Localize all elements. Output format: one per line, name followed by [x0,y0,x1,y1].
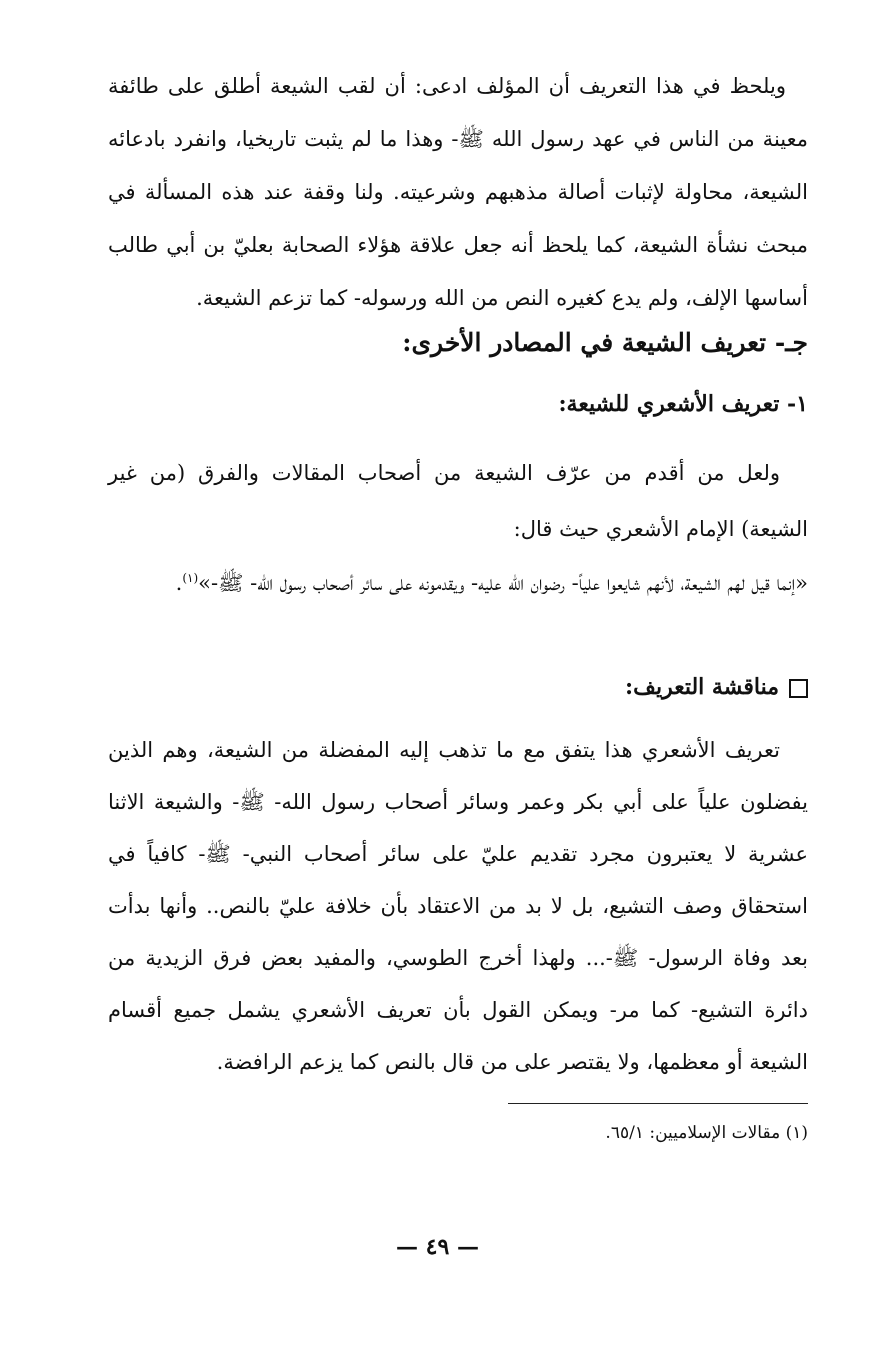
discussion-heading-label: مناقشة التعريف: [625,674,779,700]
footnote-divider [508,1103,808,1104]
paragraph-intro: ويلحظ في هذا التعريف أن المؤلف ادعى: أن لقب الشيعة أطلق على طائفة معينة من الناس في عهد رسول الله ﷺ- وهذا ما لم يثبت تاريخيا، وانفرد بادعائه الشيعة، محاولة لإثبات أصالة مذهبهم وشرعيته. ولنا وقفة عند هذه المسألة في مبحث نشأة الشيعة، كما يلحظ أنه جعل علاقة هؤلاء الصحابة بعليّ بن أبي طالب أساسها الإلف، ولم يدع كغيره النص من الله ورسوله- كما تزعم الشيعة. [108,74,808,310]
paragraph-discussion: تعريف الأشعري هذا يتفق مع ما تذهب إليه المفضلة من الشيعة، وهم الذين يفضلون علياً على أبي بكر وعمر وسائر أصحاب رسول الله- ﷺ- والشيعة الاثنا عشرية لا يعتبرون مجرد تقديم عليّ على سائر أصحاب النبي- ﷺ- كافياً في استحقاق وصف التشيع، بل لا بد من الاعتقاد بأن خلافة عليّ بالنص.. وأنها بدأت بعد وفاة الرسول- ﷺ-... ولهذا أخرج الطوسي، والمفيد بعض فرق الزيدية من دائرة التشيع- كما مر- ويمكن القول بأن تعريف الأشعري يشمل جميع أقسام الشيعة أو معظمها، ولا يقتصر على من قال بالنص كما يزعم الرافضة. [108,738,808,1074]
subsection-heading: ١- تعريف الأشعري للشيعة: [558,391,808,417]
quote-end: . [175,571,183,595]
page-number: — ٤٩ — [396,1234,479,1260]
discussion-heading [108,668,808,706]
ashari-quote [108,556,808,610]
empty-square-icon [789,679,808,698]
section-heading: جـ- تعريف الشيعة في المصادر الأخرى: [402,328,808,357]
footnote: (١) مقالات الإسلاميين: ٦٥/١. [605,1123,808,1143]
paragraph-ashari-intro: ولعل من أقدم من عرّف الشيعة من أصحاب المقالات والفرق (من غير الشيعة) الإمام الأشعري حيث قال: [108,461,808,541]
footnote-reference: (١) [182,571,199,585]
quote-text: «إنما قيل لهم الشيعة، لأنهم شايعوا علياً- رضوان الله عليه- ويقدمونه على سائر أصحاب رسول الله- ﷺ-» [198,571,808,595]
